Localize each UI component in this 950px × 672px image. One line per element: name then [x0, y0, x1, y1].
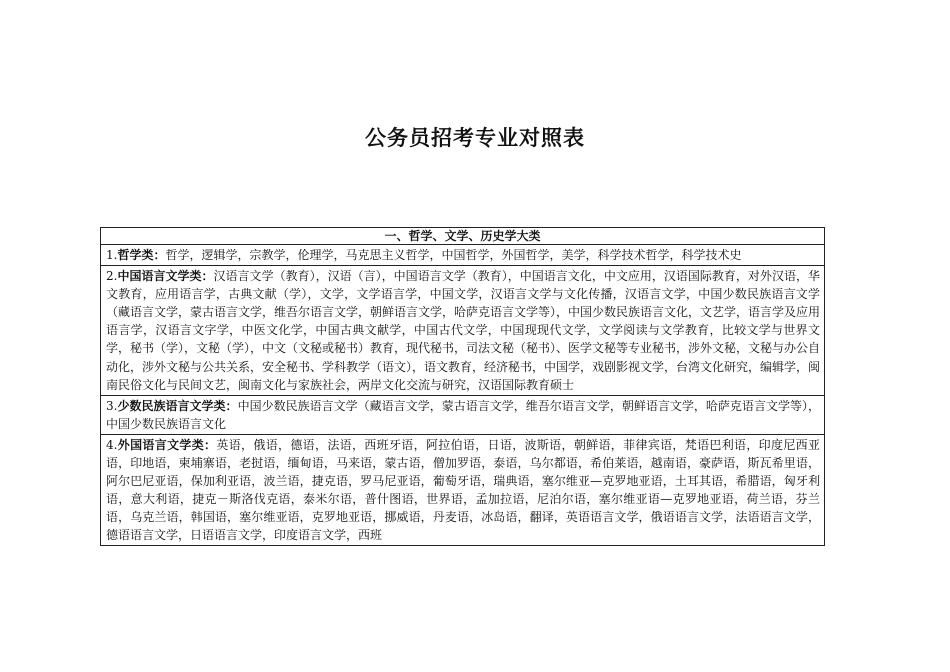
table-row-chinese-literature [101, 266, 824, 396]
major-table [100, 227, 825, 546]
row-number: 2. [106, 269, 118, 284]
row-content: 哲学，逻辑学，宗教学，伦理学，马克思主义哲学，中国哲学，外国哲学，美学，科学技术哲学，科学技术史 [165, 248, 742, 262]
category-label: 中国语言文学类： [117, 269, 214, 284]
table-row-philosophy [101, 245, 824, 266]
row-number: 1. [106, 248, 118, 262]
row-number: 4. [106, 437, 118, 452]
row-content: 中国少数民族语言文学（藏语言文学，蒙古语言文学，维吾尔语言文学，朝鲜语言文学，哈萨克语言文学等），中国少数民族语言文化 [106, 398, 820, 431]
table-row-minority-literature [101, 396, 824, 435]
document-title: 公务员招考专业对照表 [365, 126, 585, 150]
table-header: 一、哲学、文学、历史学大类 [101, 228, 824, 245]
category-label: 哲学类： [117, 248, 166, 262]
row-number: 3. [106, 398, 118, 413]
table-row-foreign-literature [101, 435, 824, 546]
category-label: 少数民族语言文学类： [117, 398, 238, 413]
category-label: 外国语言文学类： [117, 437, 217, 452]
row-content: 汉语言文学（教育），汉语（言），中国语言文学（教育），中国语言文化，中文应用，汉语国际教育，对外汉语，华文教育，应用语言学，古典文献（学），文学，文学语言学，中国文学，汉语言文学与文化传播，汉语言文学，中国少数民族语言文学（藏语言文学，蒙古语言文学，维吾尔语言文学，朝鲜语言文学，哈萨克语言文学等），中国少数民族语言文化，文艺学，语言学及应用语言学，汉语言文字学，中医文化学，中国古典文献学，中国古代文学，中国现现代文学，文学阅读与文学教育，比较文学与世界文学，秘书（学），文秘（学），中文（文秘或秘书）教育，现代秘书，司法文秘（秘书）、医学文秘等专业秘书，涉外文秘，文秘与办公自动化，涉外文秘与公共关系，安全秘书、学科教学（语文），语文教育，经济秘书，中国学，戏剧影视文学，台湾文化研究，编辑学，闽南民俗文化与民间文艺，闽南文化与家族社会，两岸文化交流与研究，汉语国际教育硕士 [106, 269, 821, 392]
row-content: 英语，俄语，德语，法语，西班牙语，阿拉伯语，日语，波斯语，朝鲜语，菲律宾语，梵语巴利语，印度尼西亚语，印地语，柬埔寨语，老挝语，缅甸语，马来语，蒙古语，僧加罗语，泰语，乌尔都语，希伯莱语，越南语，豪萨语，斯瓦希里语，阿尔巴尼亚语，保加利亚语，波兰语，捷克语，罗马尼亚语，葡萄牙语，瑞典语，塞尔维亚—克罗地亚语，土耳其语，希腊语，匈牙利语，意大利语，捷克－斯洛伐克语，泰米尔语，普什图语，世界语，孟加拉语，尼泊尔语，塞尔维亚语—克罗地亚语，荷兰语，芬兰语，乌克兰语，韩国语，塞尔维亚语，克罗地亚语，挪威语，丹麦语，冰岛语，翻译，英语语言文学，俄语语言文学，法语语言文学，德语语言文学，日语语言文学，印度语言文学，西班 [106, 437, 820, 543]
